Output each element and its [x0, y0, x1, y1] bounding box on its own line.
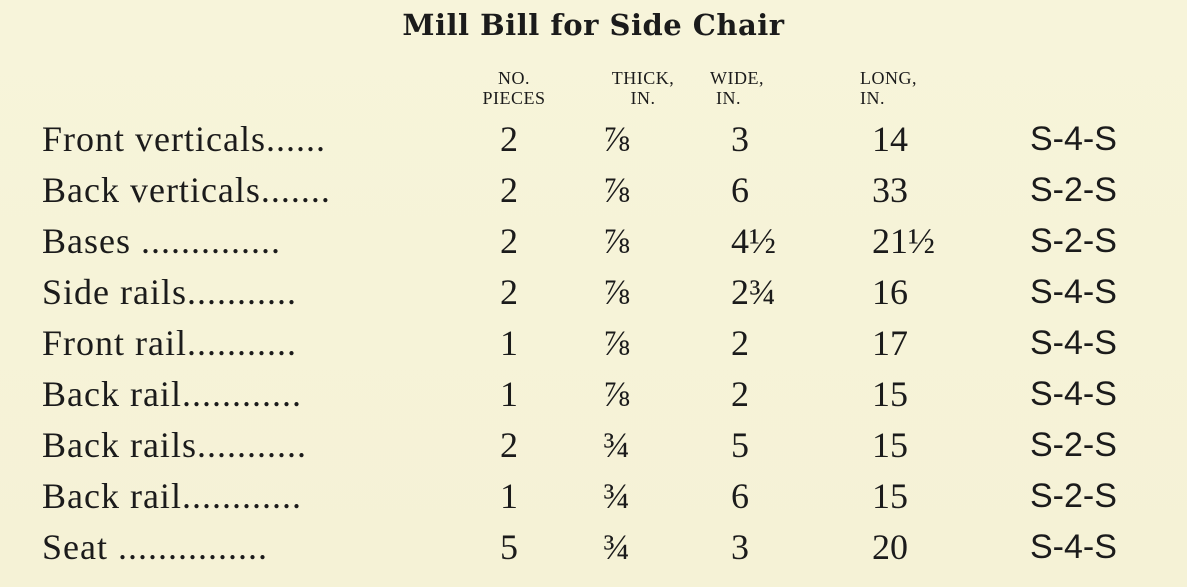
row-wide: 2 — [731, 374, 749, 414]
row-thick: ¾ — [603, 425, 630, 465]
row-pieces: 1 — [500, 476, 518, 516]
row-name: Back verticals....... — [42, 170, 331, 210]
header-long — [860, 68, 960, 108]
row-thick: ⅞ — [603, 323, 630, 363]
row-pieces: 1 — [500, 323, 518, 363]
row-wide: 6 — [731, 170, 749, 210]
header-wide-line1: WIDE, — [710, 68, 764, 88]
row-thick: ¾ — [603, 476, 630, 516]
row-pieces: 2 — [500, 425, 518, 465]
header-wide-line2: IN. — [716, 88, 741, 108]
row-name: Front verticals...... — [42, 119, 326, 159]
row-thick: ⅞ — [603, 272, 630, 312]
row-pieces: 2 — [500, 119, 518, 159]
table-row — [0, 421, 1187, 469]
header-pieces-line1: NO. — [498, 68, 530, 88]
row-thick: ⅞ — [603, 170, 630, 210]
table-row — [0, 472, 1187, 520]
row-finish: S-4-S — [1030, 324, 1117, 362]
table-row — [0, 115, 1187, 163]
row-thick: ⅞ — [603, 221, 630, 261]
row-finish: S-2-S — [1030, 426, 1117, 464]
page-title: Mill Bill for Side Chair — [402, 8, 785, 42]
row-finish: S-4-S — [1030, 375, 1117, 413]
table-row — [0, 370, 1187, 418]
header-thick-line2: IN. — [630, 88, 656, 108]
table-row — [0, 319, 1187, 367]
row-pieces: 2 — [500, 272, 518, 312]
header-pieces — [454, 68, 574, 108]
row-pieces: 2 — [500, 221, 518, 261]
row-wide: 2¾ — [731, 272, 776, 312]
table-row — [0, 268, 1187, 316]
row-wide: 4½ — [731, 221, 776, 261]
row-name: Seat ............... — [42, 527, 268, 567]
table-row — [0, 217, 1187, 265]
table-row — [0, 523, 1187, 571]
row-finish: S-2-S — [1030, 222, 1117, 260]
row-name: Back rails........... — [42, 425, 307, 465]
row-wide: 3 — [731, 119, 749, 159]
row-wide: 3 — [731, 527, 749, 567]
header-wide — [710, 68, 810, 108]
row-wide: 6 — [731, 476, 749, 516]
row-name: Bases .............. — [42, 221, 281, 261]
header-long-line1: LONG, — [860, 68, 917, 88]
row-long: 15 — [872, 374, 908, 414]
header-long-line2: IN. — [860, 88, 885, 108]
row-long: 16 — [872, 272, 908, 312]
header-thick — [583, 68, 703, 108]
row-finish: S-4-S — [1030, 120, 1117, 158]
row-name: Back rail............ — [42, 476, 302, 516]
row-pieces: 1 — [500, 374, 518, 414]
row-thick: ⅞ — [603, 374, 630, 414]
table-row — [0, 166, 1187, 214]
row-finish: S-2-S — [1030, 477, 1117, 515]
header-pieces-line2: PIECES — [482, 88, 546, 108]
row-thick: ⅞ — [603, 119, 630, 159]
header-thick-line1: THICK, — [611, 68, 675, 88]
row-name: Back rail............ — [42, 374, 302, 414]
row-name: Front rail........... — [42, 323, 297, 363]
row-finish: S-4-S — [1030, 528, 1117, 566]
row-finish: S-2-S — [1030, 171, 1117, 209]
row-long: 20 — [872, 527, 908, 567]
row-long: 33 — [872, 170, 908, 210]
row-name: Side rails........... — [42, 272, 297, 312]
row-thick: ¾ — [603, 527, 630, 567]
row-long: 14 — [872, 119, 908, 159]
row-long: 15 — [872, 425, 908, 465]
row-long: 21½ — [872, 221, 935, 261]
row-finish: S-4-S — [1030, 273, 1117, 311]
row-long: 15 — [872, 476, 908, 516]
row-pieces: 2 — [500, 170, 518, 210]
row-wide: 2 — [731, 323, 749, 363]
row-long: 17 — [872, 323, 908, 363]
row-wide: 5 — [731, 425, 749, 465]
row-pieces: 5 — [500, 527, 518, 567]
